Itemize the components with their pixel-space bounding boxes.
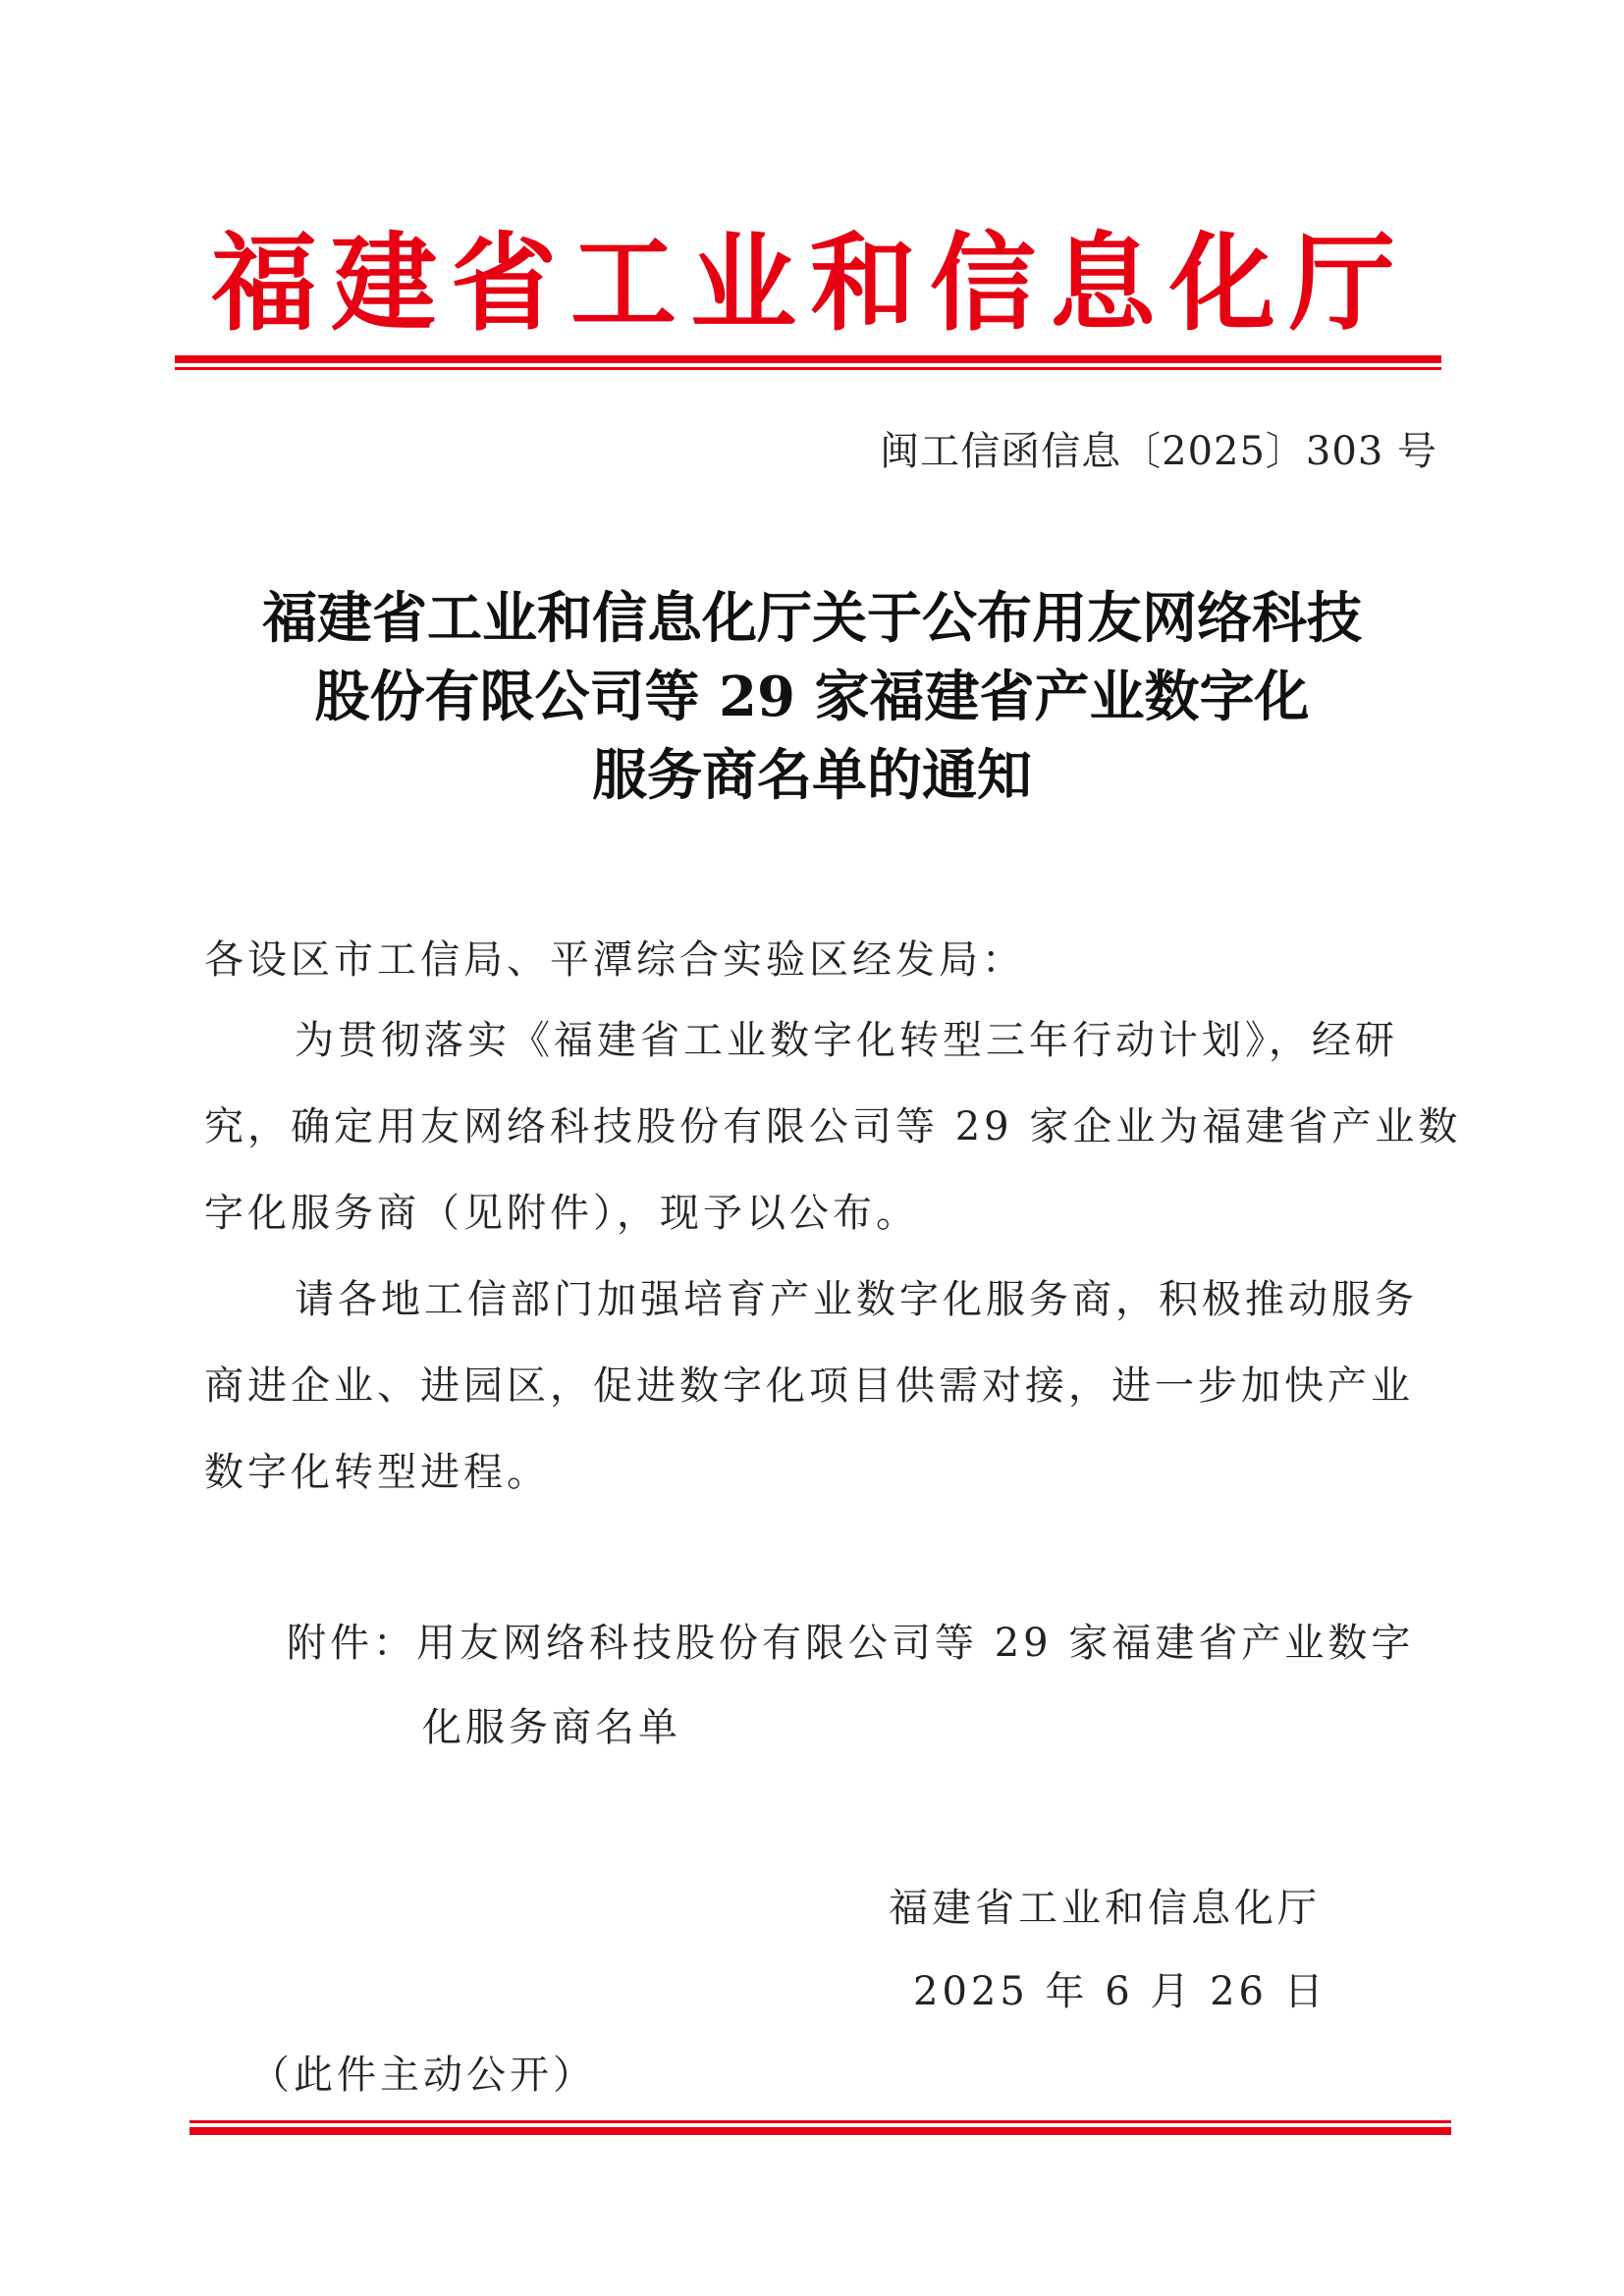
paragraph-1-line-3: 字化服务商（见附件），现予以公布。	[204, 1191, 919, 1236]
footer-rule-thick	[189, 2127, 1451, 2135]
letterhead-rule-thin	[175, 367, 1441, 370]
letterhead-title: 福建省工业和信息化厅	[210, 223, 1409, 346]
attachment-line-1: 附件：用友网络科技股份有限公司等 29 家福建省产业数字	[287, 1621, 1415, 1666]
letterhead-rule-thick	[175, 355, 1441, 363]
disclosure-note: （此件主动公开）	[250, 2053, 596, 2098]
paragraph-2-line-3: 数字化转型进程。	[204, 1450, 550, 1495]
signature-org: 福建省工业和信息化厅	[889, 1886, 1321, 1931]
footer-rule-thin	[189, 2120, 1451, 2123]
notice-title-line-1: 福建省工业和信息化厅关于公布用友网络科技	[262, 586, 1362, 651]
document-number: 闽工信函信息〔2025〕303 号	[880, 429, 1437, 474]
paragraph-1-line-2: 究，确定用友网络科技股份有限公司等 29 家企业为福建省产业数	[204, 1104, 1462, 1149]
attachment-line-2: 化服务商名单	[422, 1705, 681, 1750]
addressee: 各设区市工信局、平潭综合实验区经发局：	[204, 937, 1025, 983]
signature-date: 2025 年 6 月 26 日	[913, 1969, 1327, 2014]
paragraph-2-line-1: 请各地工信部门加强培育产业数字化服务商，积极推动服务	[295, 1277, 1418, 1322]
notice-title	[147, 579, 1477, 815]
notice-title-line-3: 服务商名单的通知	[592, 743, 1032, 808]
paragraph-2-line-2: 商进企业、进园区，促进数字化项目供需对接，进一步加快产业	[204, 1363, 1414, 1409]
paragraph-1-line-1: 为贯彻落实《福建省工业数字化转型三年行动计划》，经研	[295, 1018, 1398, 1063]
notice-title-line-2: 股份有限公司等 29 家福建省产业数字化	[314, 665, 1310, 729]
